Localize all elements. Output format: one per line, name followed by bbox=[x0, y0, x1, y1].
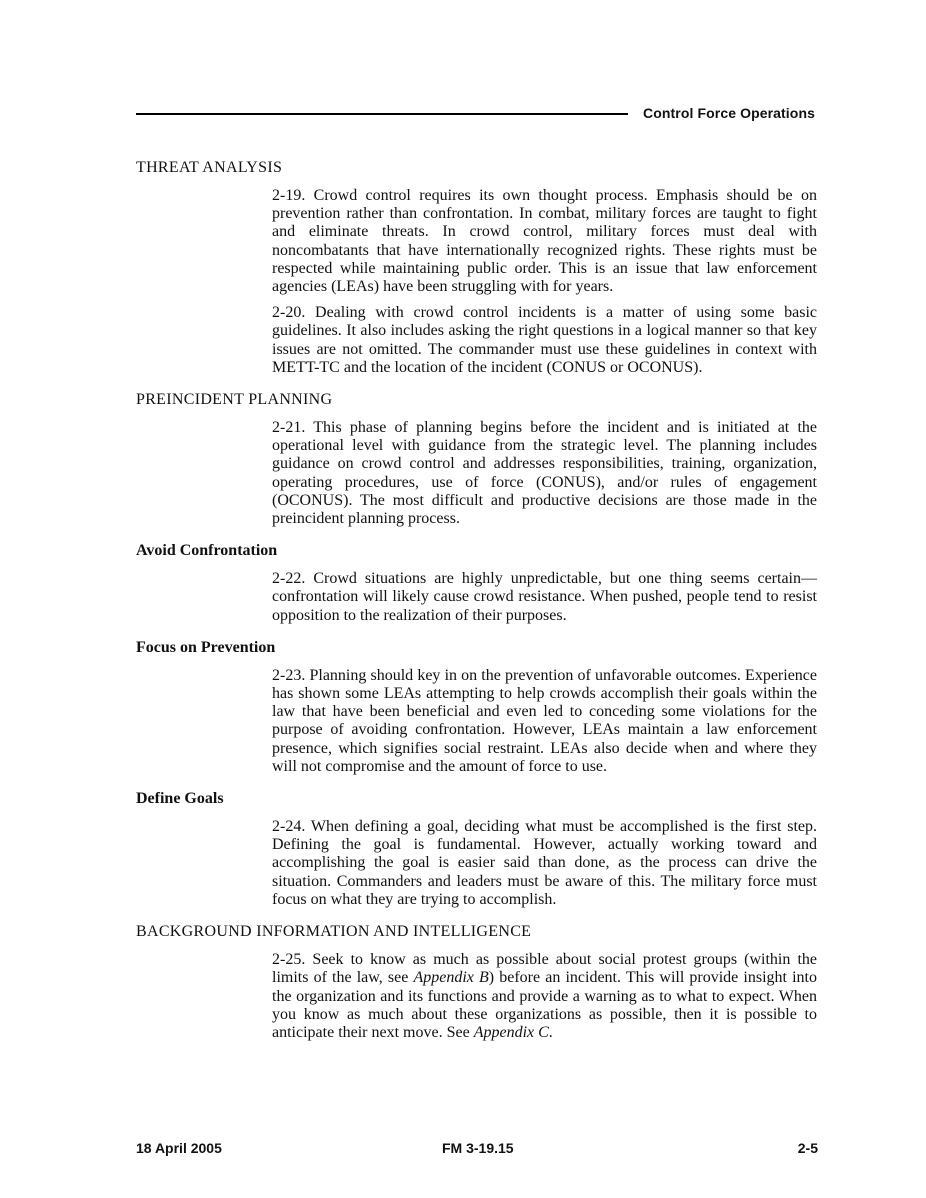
heading-background-information: BACKGROUND INFORMATION AND INTELLIGENCE bbox=[136, 923, 532, 941]
subheading-define-goals: Define Goals bbox=[136, 790, 224, 808]
paragraph-2-19: 2-19. Crowd control requires its own thought process. Emphasis should be on prevention rather than confrontation. In combat, military forces are taught to fight and eliminate threats. In crowd control, military forces must deal with noncombatants that have internationally recognized rights. These rights must be respected while maintaining public order. This is an issue that law enforcement agencies (LEAs) have been struggling with for years. bbox=[272, 187, 817, 296]
paragraph-2-22: 2-22. Crowd situations are highly unpredictable, but one thing seems certain—confrontation will likely cause crowd resistance. When pushed, people tend to resist opposition to the realization of their purposes. bbox=[272, 570, 817, 624]
appendix-c-reference: Appendix C bbox=[473, 1023, 549, 1041]
footer-page-number: 2-5 bbox=[797, 1140, 818, 1156]
page-body bbox=[136, 158, 817, 1050]
paragraph-2-21: 2-21. This phase of planning begins before the incident and is initiated at the operational level with guidance from the strategic level. The planning includes guidance on crowd control and addresses responsibilities, training, organization, operating procedures, use of force (CONUS), and/or rules of engagement (OCONUS). The most difficult and productive decisions are those made in the preincident planning process. bbox=[272, 419, 817, 528]
subheading-focus-on-prevention: Focus on Prevention bbox=[136, 638, 276, 656]
paragraph-2-25-text-c: . bbox=[548, 1023, 553, 1041]
appendix-b-reference: Appendix B bbox=[413, 969, 489, 987]
page-footer bbox=[136, 1140, 818, 1158]
footer-date: 18 April 2005 bbox=[136, 1140, 222, 1156]
subheading-avoid-confrontation: Avoid Confrontation bbox=[136, 542, 278, 560]
heading-preincident-planning: PREINCIDENT PLANNING bbox=[136, 391, 333, 409]
footer-manual-number: FM 3-19.15 bbox=[442, 1140, 514, 1156]
paragraph-2-25-text-b: ) before an incident. This will provide insight into the organization and its functions and provide a warning as to what to expect. When you know as much about these organizations as possible, then it is possible to anticipate their next move. See bbox=[272, 969, 817, 1041]
paragraph-2-25 bbox=[272, 951, 817, 1042]
paragraph-2-23: 2-23. Planning should key in on the prevention of unfavorable outcomes. Experience has shown some LEAs attempting to help crowds accomplish their goals within the law that have been beneficial and even led to conceding some violations for the purpose of avoiding confrontation. However, LEAs maintain a law enforcement presence, which signifies social restraint. LEAs also decide when and where they will not compromise and the amount of force to use. bbox=[272, 666, 817, 775]
paragraph-2-24: 2-24. When defining a goal, deciding what must be accomplished is the first step. Defining the goal is fundamental. However, actually working toward and accomplishing the goal is easier said than done, as the process can drive the situation. Commanders and leaders must be aware of this. The military force must focus on what they are trying to accomplish. bbox=[272, 818, 817, 908]
heading-threat-analysis: THREAT ANALYSIS bbox=[136, 159, 283, 176]
paragraph-2-25-text-a: 2-25. Seek to know as much as possible about social protest groups (within the limits of the law, see bbox=[272, 951, 817, 987]
header-rule bbox=[136, 113, 628, 115]
running-header-title: Control Force Operations bbox=[643, 105, 815, 121]
paragraph-2-20: 2-20. Dealing with crowd control incidents is a matter of using some basic guidelines. It also includes asking the right questions in a logical manner so that key issues are not omitted. The commander must use these guidelines in context with METT-TC and the location of the incident (CONUS or OCONUS). bbox=[272, 304, 817, 376]
